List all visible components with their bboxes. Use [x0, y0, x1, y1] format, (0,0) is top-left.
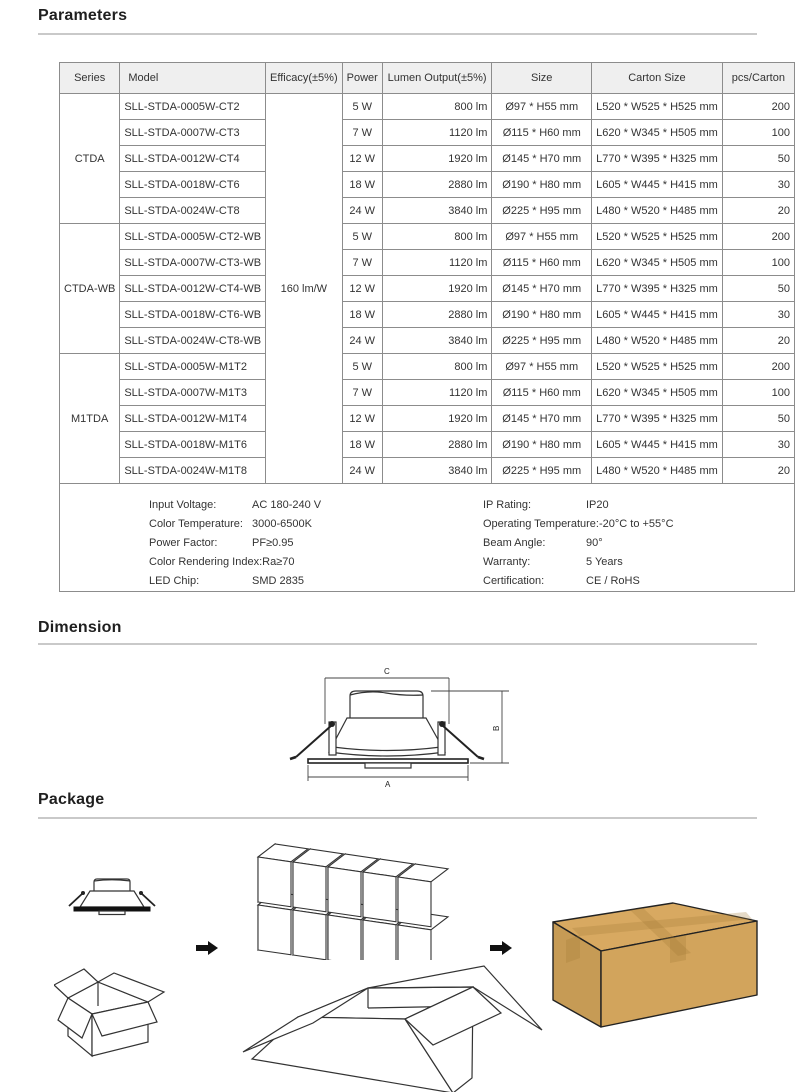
pcs-cell: 100 — [722, 120, 794, 146]
pcs-cell: 30 — [722, 432, 794, 458]
power-cell: 5 W — [342, 224, 382, 250]
spec-value: AC 180-240 V — [252, 499, 322, 511]
size-cell: Ø97 * H55 mm — [492, 354, 592, 380]
dimension-label-a: A — [385, 780, 391, 789]
power-cell: 24 W — [342, 328, 382, 354]
header-carton: Carton Size — [592, 63, 723, 94]
size-cell: Ø190 * H80 mm — [492, 172, 592, 198]
pcs-cell: 20 — [722, 328, 794, 354]
model-cell: SLL-STDA-0024W-CT8 — [120, 198, 266, 224]
size-cell: Ø97 * H55 mm — [492, 224, 592, 250]
size-cell: Ø225 * H95 mm — [492, 458, 592, 484]
table-row — [60, 458, 795, 484]
package-section-title: Package — [38, 791, 105, 808]
spec-label: Power Factor: — [149, 537, 218, 549]
spec-value: 3000-6500K — [252, 518, 312, 530]
table-row — [60, 250, 795, 276]
size-cell: Ø145 * H70 mm — [492, 406, 592, 432]
model-cell: SLL-STDA-0012W-M1T4 — [120, 406, 266, 432]
power-cell: 7 W — [342, 120, 382, 146]
specs-cell — [60, 484, 795, 592]
lumen-cell: 1920 lm — [382, 146, 492, 172]
pcs-cell: 20 — [722, 198, 794, 224]
size-cell: Ø115 * H60 mm — [492, 120, 592, 146]
carton-size-cell: L605 * W445 * H415 mm — [592, 302, 723, 328]
header-pcs: pcs/Carton — [722, 63, 794, 94]
dimension-section-title: Dimension — [38, 619, 122, 636]
carton-size-cell: L605 * W445 * H415 mm — [592, 172, 723, 198]
carton-size-cell: L620 * W345 * H505 mm — [592, 380, 723, 406]
carton-size-cell: L480 * W520 * H485 mm — [592, 198, 723, 224]
spec-value: Ra≥70 — [262, 556, 295, 568]
model-cell: SLL-STDA-0024W-CT8-WB — [120, 328, 266, 354]
spec-label: Certification: — [483, 575, 545, 587]
lumen-cell: 1920 lm — [382, 276, 492, 302]
lumen-cell: 2880 lm — [382, 302, 492, 328]
carton-size-cell: L480 * W520 * H485 mm — [592, 328, 723, 354]
carton-sealed-illustration — [550, 898, 764, 1040]
parameters-rule — [38, 33, 757, 35]
table-row — [60, 198, 795, 224]
pcs-cell: 30 — [722, 302, 794, 328]
lumen-cell: 3840 lm — [382, 198, 492, 224]
pcs-cell: 20 — [722, 458, 794, 484]
power-cell: 18 W — [342, 172, 382, 198]
size-cell: Ø190 * H80 mm — [492, 432, 592, 458]
lumen-cell: 800 lm — [382, 224, 492, 250]
model-cell: SLL-STDA-0007W-CT3 — [120, 120, 266, 146]
box-stack-illustration — [252, 832, 458, 960]
lumen-cell: 3840 lm — [382, 458, 492, 484]
downlight-cross-section-drawing — [283, 662, 518, 790]
spec-label: LED Chip: — [149, 575, 200, 587]
header-series: Series — [60, 63, 120, 94]
lumen-cell: 2880 lm — [382, 172, 492, 198]
parameters-table — [59, 62, 795, 592]
model-cell: SLL-STDA-0024W-M1T8 — [120, 458, 266, 484]
spec-value: PF≥0.95 — [252, 537, 294, 549]
pcs-cell: 100 — [722, 250, 794, 276]
power-cell: 24 W — [342, 198, 382, 224]
spec-label: Color Rendering Index: — [149, 556, 263, 568]
size-cell: Ø115 * H60 mm — [492, 380, 592, 406]
lumen-cell: 1120 lm — [382, 120, 492, 146]
power-cell: 5 W — [342, 354, 382, 380]
downlight-product-icon — [66, 876, 158, 918]
spec-value: IP20 — [586, 499, 609, 511]
pcs-cell: 100 — [722, 380, 794, 406]
dimension-label-c: C — [384, 667, 390, 676]
pcs-cell: 200 — [722, 224, 794, 250]
carton-size-cell: L770 * W395 * H325 mm — [592, 406, 723, 432]
table-row — [60, 354, 795, 380]
table-row — [60, 302, 795, 328]
arrow-right-icon — [196, 940, 218, 956]
model-cell: SLL-STDA-0012W-CT4 — [120, 146, 266, 172]
size-cell: Ø225 * H95 mm — [492, 328, 592, 354]
table-row — [60, 380, 795, 406]
carton-size-cell: L520 * W525 * H525 mm — [592, 354, 723, 380]
table-row — [60, 432, 795, 458]
dimension-rule — [38, 643, 757, 645]
size-cell: Ø97 * H55 mm — [492, 94, 592, 120]
table-row — [60, 94, 795, 120]
carton-size-cell: L620 * W345 * H505 mm — [592, 120, 723, 146]
power-cell: 12 W — [342, 276, 382, 302]
model-cell: SLL-STDA-0018W-CT6-WB — [120, 302, 266, 328]
unit-box-open-icon — [54, 962, 172, 1060]
spec-value: 5 Years — [586, 556, 623, 568]
specs-left-column — [149, 496, 483, 591]
lumen-cell: 800 lm — [382, 354, 492, 380]
specs-block — [64, 484, 790, 591]
carton-size-cell: L520 * W525 * H525 mm — [592, 224, 723, 250]
model-cell: SLL-STDA-0005W-M1T2 — [120, 354, 266, 380]
table-row — [60, 406, 795, 432]
spec-value: -20°C to +55°C — [598, 518, 674, 530]
spec-value: 90° — [586, 537, 603, 549]
header-model: Model — [120, 63, 266, 94]
table-row — [60, 276, 795, 302]
model-cell: SLL-STDA-0018W-M1T6 — [120, 432, 266, 458]
spec-label: Color Temperature: — [149, 518, 243, 530]
dimension-drawing — [283, 662, 518, 790]
power-cell: 7 W — [342, 380, 382, 406]
lumen-cell: 2880 lm — [382, 432, 492, 458]
pcs-cell: 30 — [722, 172, 794, 198]
carton-size-cell: L520 * W525 * H525 mm — [592, 94, 723, 120]
table-row — [60, 146, 795, 172]
pcs-cell: 200 — [722, 354, 794, 380]
header-lumen: Lumen Output(±5%) — [382, 63, 492, 94]
lumen-cell: 1120 lm — [382, 250, 492, 276]
lumen-cell: 800 lm — [382, 94, 492, 120]
series-cell: M1TDA — [60, 354, 120, 484]
carton-size-cell: L770 * W395 * H325 mm — [592, 276, 723, 302]
table-row — [60, 120, 795, 146]
table-row — [60, 172, 795, 198]
lumen-cell: 3840 lm — [382, 328, 492, 354]
size-cell: Ø145 * H70 mm — [492, 146, 592, 172]
header-power: Power — [342, 63, 382, 94]
header-efficacy: Efficacy(±5%) — [266, 63, 343, 94]
model-cell: SLL-STDA-0007W-CT3-WB — [120, 250, 266, 276]
series-cell: CTDA-WB — [60, 224, 120, 354]
specs-row — [60, 484, 795, 592]
power-cell: 5 W — [342, 94, 382, 120]
spec-label: Input Voltage: — [149, 499, 217, 511]
power-cell: 7 W — [342, 250, 382, 276]
pcs-cell: 200 — [722, 94, 794, 120]
model-cell: SLL-STDA-0018W-CT6 — [120, 172, 266, 198]
dimension-label-b: B — [492, 725, 501, 731]
pcs-cell: 50 — [722, 146, 794, 172]
power-cell: 18 W — [342, 302, 382, 328]
size-cell: Ø190 * H80 mm — [492, 302, 592, 328]
parameters-section-title: Parameters — [38, 7, 128, 24]
power-cell: 24 W — [342, 458, 382, 484]
size-cell: Ø145 * H70 mm — [492, 276, 592, 302]
pcs-cell: 50 — [722, 406, 794, 432]
model-cell: SLL-STDA-0005W-CT2-WB — [120, 224, 266, 250]
carton-open-illustration — [226, 946, 546, 1092]
model-cell: SLL-STDA-0005W-CT2 — [120, 94, 266, 120]
pcs-cell: 50 — [722, 276, 794, 302]
table-header-row — [60, 63, 795, 94]
carton-size-cell: L620 * W345 * H505 mm — [592, 250, 723, 276]
power-cell: 12 W — [342, 406, 382, 432]
spec-value: CE / RoHS — [586, 575, 640, 587]
lumen-cell: 1120 lm — [382, 380, 492, 406]
size-cell: Ø115 * H60 mm — [492, 250, 592, 276]
power-cell: 18 W — [342, 432, 382, 458]
size-cell: Ø225 * H95 mm — [492, 198, 592, 224]
spec-label: Operating Temperature: — [483, 518, 599, 530]
power-cell: 12 W — [342, 146, 382, 172]
arrow-right-icon — [490, 940, 512, 956]
spec-label: Beam Angle: — [483, 537, 546, 549]
table-row — [60, 328, 795, 354]
spec-label: Warranty: — [483, 556, 531, 568]
lumen-cell: 1920 lm — [382, 406, 492, 432]
specs-right-column — [483, 496, 790, 591]
carton-size-cell: L480 * W520 * H485 mm — [592, 458, 723, 484]
table-row — [60, 224, 795, 250]
spec-label: IP Rating: — [483, 499, 532, 511]
series-cell: CTDA — [60, 94, 120, 224]
header-size: Size — [492, 63, 592, 94]
carton-size-cell: L770 * W395 * H325 mm — [592, 146, 723, 172]
model-cell: SLL-STDA-0012W-CT4-WB — [120, 276, 266, 302]
model-cell: SLL-STDA-0007W-M1T3 — [120, 380, 266, 406]
efficacy-cell: 160 lm/W — [266, 94, 343, 484]
carton-size-cell: L605 * W445 * H415 mm — [592, 432, 723, 458]
package-rule — [38, 817, 757, 819]
spec-value: SMD 2835 — [252, 575, 304, 587]
